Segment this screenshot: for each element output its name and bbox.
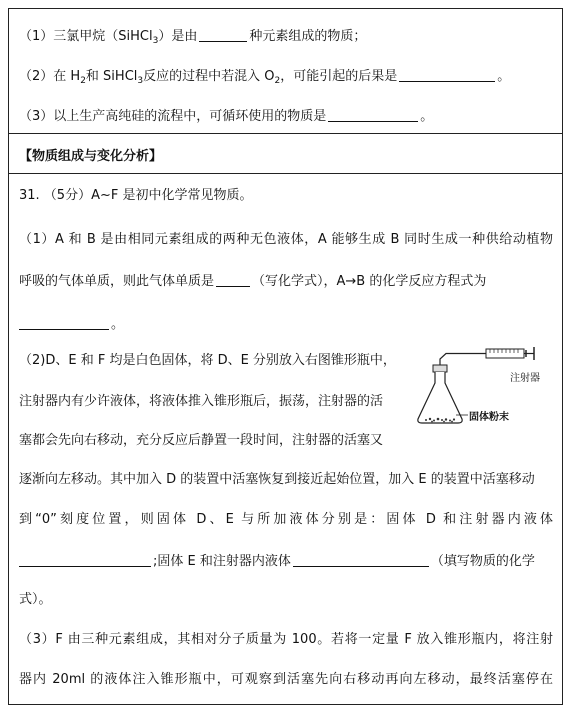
q3-text-2: 。 <box>420 109 434 124</box>
conical-flask <box>418 372 462 423</box>
q31-p2-line1: （2)D、E 和 F 均是白色固体，将 D、E 分别放入右图锥形瓶中， <box>19 353 396 368</box>
q2-subscript-3: 2 <box>274 76 281 86</box>
q2-text-4: ，可能引起的后果是 <box>280 69 398 84</box>
answer-blank[interactable] <box>399 67 495 82</box>
q31-p1-line3 <box>19 315 124 334</box>
q31-p1-text-3: 。 <box>111 317 125 332</box>
q31-p2-line6 <box>19 552 535 571</box>
divider <box>9 173 562 174</box>
q2-subscript: 2 <box>80 76 86 86</box>
flask-syringe-figure <box>406 337 546 432</box>
q2-text-3: 反应的过程中若混入 O <box>143 69 275 84</box>
powder-label: 固体粉末 <box>469 412 509 423</box>
q31-p3-line1: （3）F 由三种元素组成，其相对分子质量为 100。若将一定量 F 放入锥形瓶内，将注射 <box>19 632 553 647</box>
q31-intro: 31. （5分）A~F 是初中化学常见物质。 <box>19 188 253 203</box>
section-title: 【物质组成与变化分析】 <box>19 149 163 164</box>
stopper <box>433 365 447 372</box>
question-2-line <box>19 67 510 86</box>
q31-p2-text-2: （填写物质的化学 <box>430 554 535 569</box>
q1-text-2: ）是由 <box>158 29 198 44</box>
q31-p1-text-2: （写化学式），A→B 的化学反应方程式为 <box>252 274 487 289</box>
q31-p2-line3: 塞都会先向右移动，充分反应后静置一段时间，注射器的活塞又 <box>19 433 384 448</box>
q31-p1-line2 <box>19 272 486 291</box>
q2-text: （2）在 H <box>19 69 81 84</box>
q2-text-2: 和 SiHCl <box>85 69 138 84</box>
q1-text-3: 种元素组成的物质； <box>249 29 367 44</box>
q31-p3-line2: 器内 20ml 的液体注入锥形瓶中，可观察到活塞先向右移动再向左移动，最终活塞停在 <box>19 672 553 687</box>
q31-p2-line7: 式）。 <box>19 592 52 607</box>
q31-p2-line4: 逐渐向左移动。其中加入 D 的装置中活塞恢复到接近起始位置，加入 E 的装置中活塞移动 <box>19 472 535 487</box>
syringe-label: 注射器 <box>510 373 540 384</box>
q1-subscript: 3 <box>152 36 159 46</box>
divider <box>9 133 562 134</box>
answer-blank[interactable] <box>19 552 151 567</box>
answer-blank[interactable] <box>328 107 418 122</box>
q3-text: （3）以上生产高纯硅的流程中，可循环使用的物质是 <box>19 109 327 124</box>
question-1-line <box>19 27 366 46</box>
q31-p2-line5: 到“0”刻度位置，则固体 D、E 与所加液体分别是：固体 D 和注射器内液体 <box>19 512 553 527</box>
q31-p2-text: ;固体 E 和注射器内液体 <box>153 554 291 569</box>
answer-blank[interactable] <box>199 27 247 42</box>
q31-p1-line1: （1）A 和 B 是由相同元素组成的两种无色液体，A 能够生成 B 同时生成一种供给动植物 <box>19 232 553 247</box>
q31-p2-line2: 注射器内有少许液体，将液体推入锥形瓶后，振荡，注射器的活 <box>19 394 384 409</box>
q31-p1-text: 呼吸的气体单质，则此气体单质是 <box>19 274 215 289</box>
q2-text-5: 。 <box>497 69 511 84</box>
question-3-line <box>19 107 433 126</box>
answer-blank[interactable] <box>216 272 250 287</box>
answer-blank[interactable] <box>19 315 109 330</box>
q2-subscript-2: 3 <box>137 76 144 86</box>
q1-text: （1）三氯甲烷（SiHCl <box>19 29 153 44</box>
answer-blank[interactable] <box>293 552 429 567</box>
